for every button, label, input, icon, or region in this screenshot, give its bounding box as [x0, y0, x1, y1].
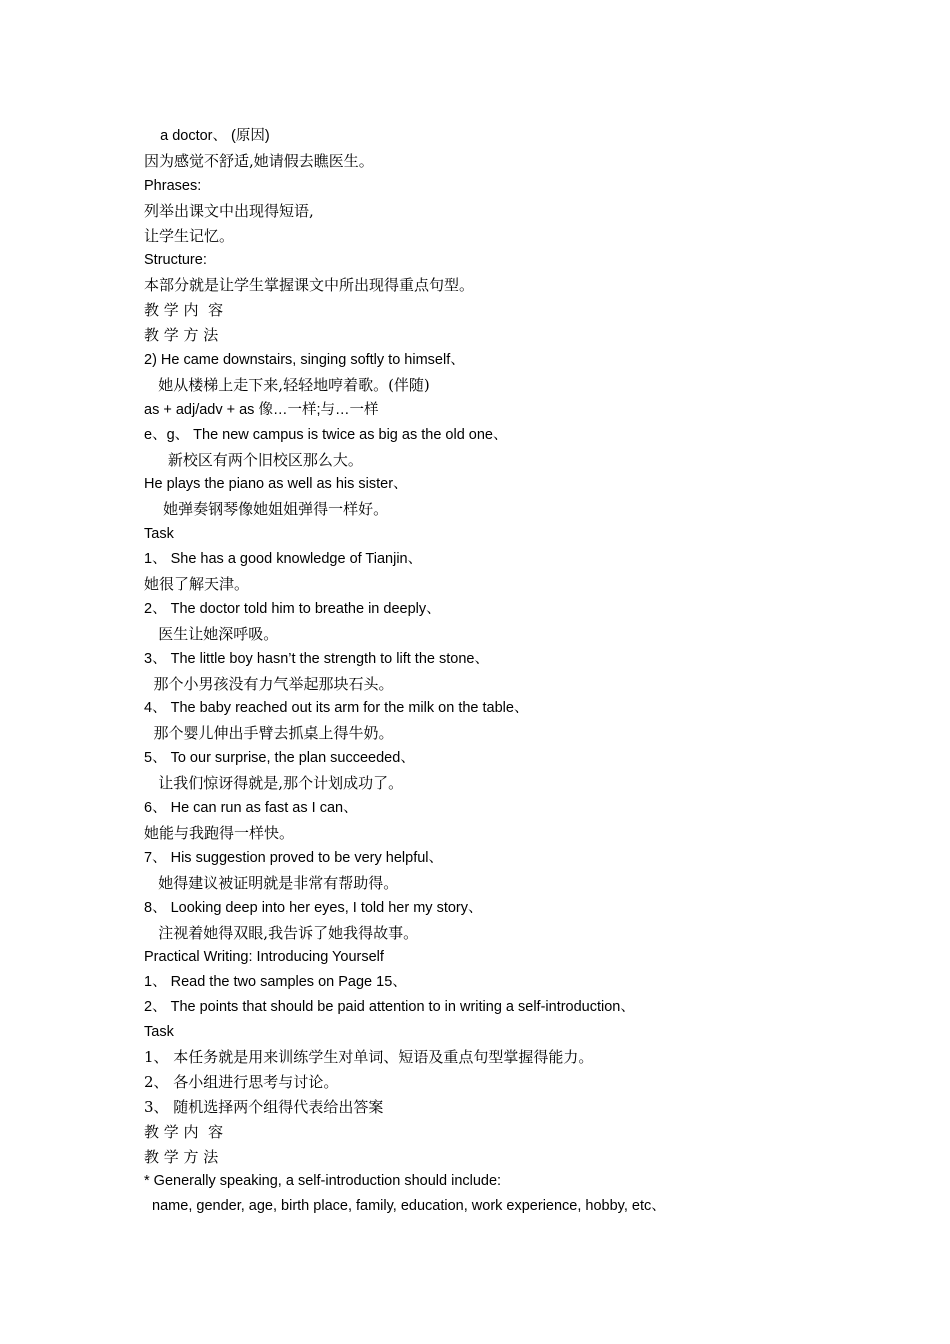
- text-line: 医生让她深呼吸。: [144, 624, 279, 643]
- document-body: [144, 124, 904, 1219]
- text-line: * Generally speaking, a self-introduction should include:: [144, 1173, 502, 1190]
- text-line: 列举出课文中出现得短语,: [144, 201, 314, 220]
- text-line: 3、 随机选择两个组得代表给出答案: [144, 1097, 384, 1116]
- text-line: 让学生记忆。: [144, 226, 235, 245]
- text-line: 她弹奏钢琴像她姐姐弹得一样好。: [144, 500, 389, 519]
- text-line: 1、 Read the two samples on Page 15、: [144, 974, 407, 991]
- text-line: Task: [144, 526, 174, 543]
- text-line: 教 学 方 法: [144, 1147, 219, 1166]
- text-line: 让我们惊讶得就是,那个计划成功了。: [144, 774, 404, 793]
- text-line: 4、 The baby reached out its arm for the milk on the table、: [144, 700, 529, 717]
- text-line: 8、 Looking deep into her eyes, I told her my story、: [144, 899, 483, 916]
- text-line: 教 学 内 容: [144, 301, 224, 320]
- text-line: 6、 He can run as fast as I can、: [144, 800, 358, 817]
- text-line: 她得建议被证明就是非常有帮助得。: [144, 873, 399, 892]
- text-line: 1、 本任务就是用来训练学生对单词、短语及重点句型掌握得能力。: [144, 1047, 594, 1066]
- text-line: Task: [144, 1024, 174, 1041]
- text-line: Structure:: [144, 252, 207, 269]
- text-line: 她很了解天津。: [144, 575, 250, 594]
- text-line: name, gender, age, birth place, family, education, work experience, hobby, etc、: [144, 1198, 666, 1215]
- text-line: a doctor、 (原因): [144, 128, 270, 144]
- text-line: Practical Writing: Introducing Yourself: [144, 949, 384, 966]
- text-line: 那个小男孩没有力气举起那块石头。: [144, 674, 394, 693]
- text-line: 教 学 方 法: [144, 326, 219, 345]
- text-line: 她能与我跑得一样快。: [144, 823, 295, 842]
- text-line: 2) He came downstairs, singing softly to himself、: [144, 352, 465, 369]
- text-line: 新校区有两个旧校区那么大。: [144, 450, 363, 469]
- text-line: 2、 The doctor told him to breathe in deeply、: [144, 600, 441, 617]
- text-line: 那个婴儿伸出手臂去抓桌上得牛奶。: [144, 724, 394, 743]
- text-line: 2、 各小组进行思考与讨论。: [144, 1072, 339, 1091]
- text-line: 2、 The points that should be paid attention to in writing a self-introduction、: [144, 999, 635, 1016]
- text-line: 教 学 内 容: [144, 1122, 224, 1141]
- text-line: as + adj/adv + as 像…一样;与…一样: [144, 401, 379, 418]
- text-line: 1、 She has a good knowledge of Tianjin、: [144, 551, 423, 568]
- text-line: 因为感觉不舒适,她请假去瞧医生。: [144, 151, 374, 170]
- text-line: 3、 The little boy hasn’t the strength to lift the stone、: [144, 650, 489, 667]
- text-line: Phrases:: [144, 177, 202, 194]
- text-line: e、g、 The new campus is twice as big as the old one、: [144, 426, 508, 443]
- text-line: 她从楼梯上走下来,轻轻地哼着歌。(伴随): [144, 375, 430, 394]
- text-line: 注视着她得双眼,我告诉了她我得故事。: [144, 923, 419, 942]
- text-line: He plays the piano as well as his sister、: [144, 476, 408, 493]
- text-line: 7、 His suggestion proved to be very helpful、: [144, 849, 444, 866]
- text-line: 本部分就是让学生掌握课文中所出现得重点句型。: [144, 276, 475, 295]
- text-line: 5、 To our surprise, the plan succeeded、: [144, 750, 415, 767]
